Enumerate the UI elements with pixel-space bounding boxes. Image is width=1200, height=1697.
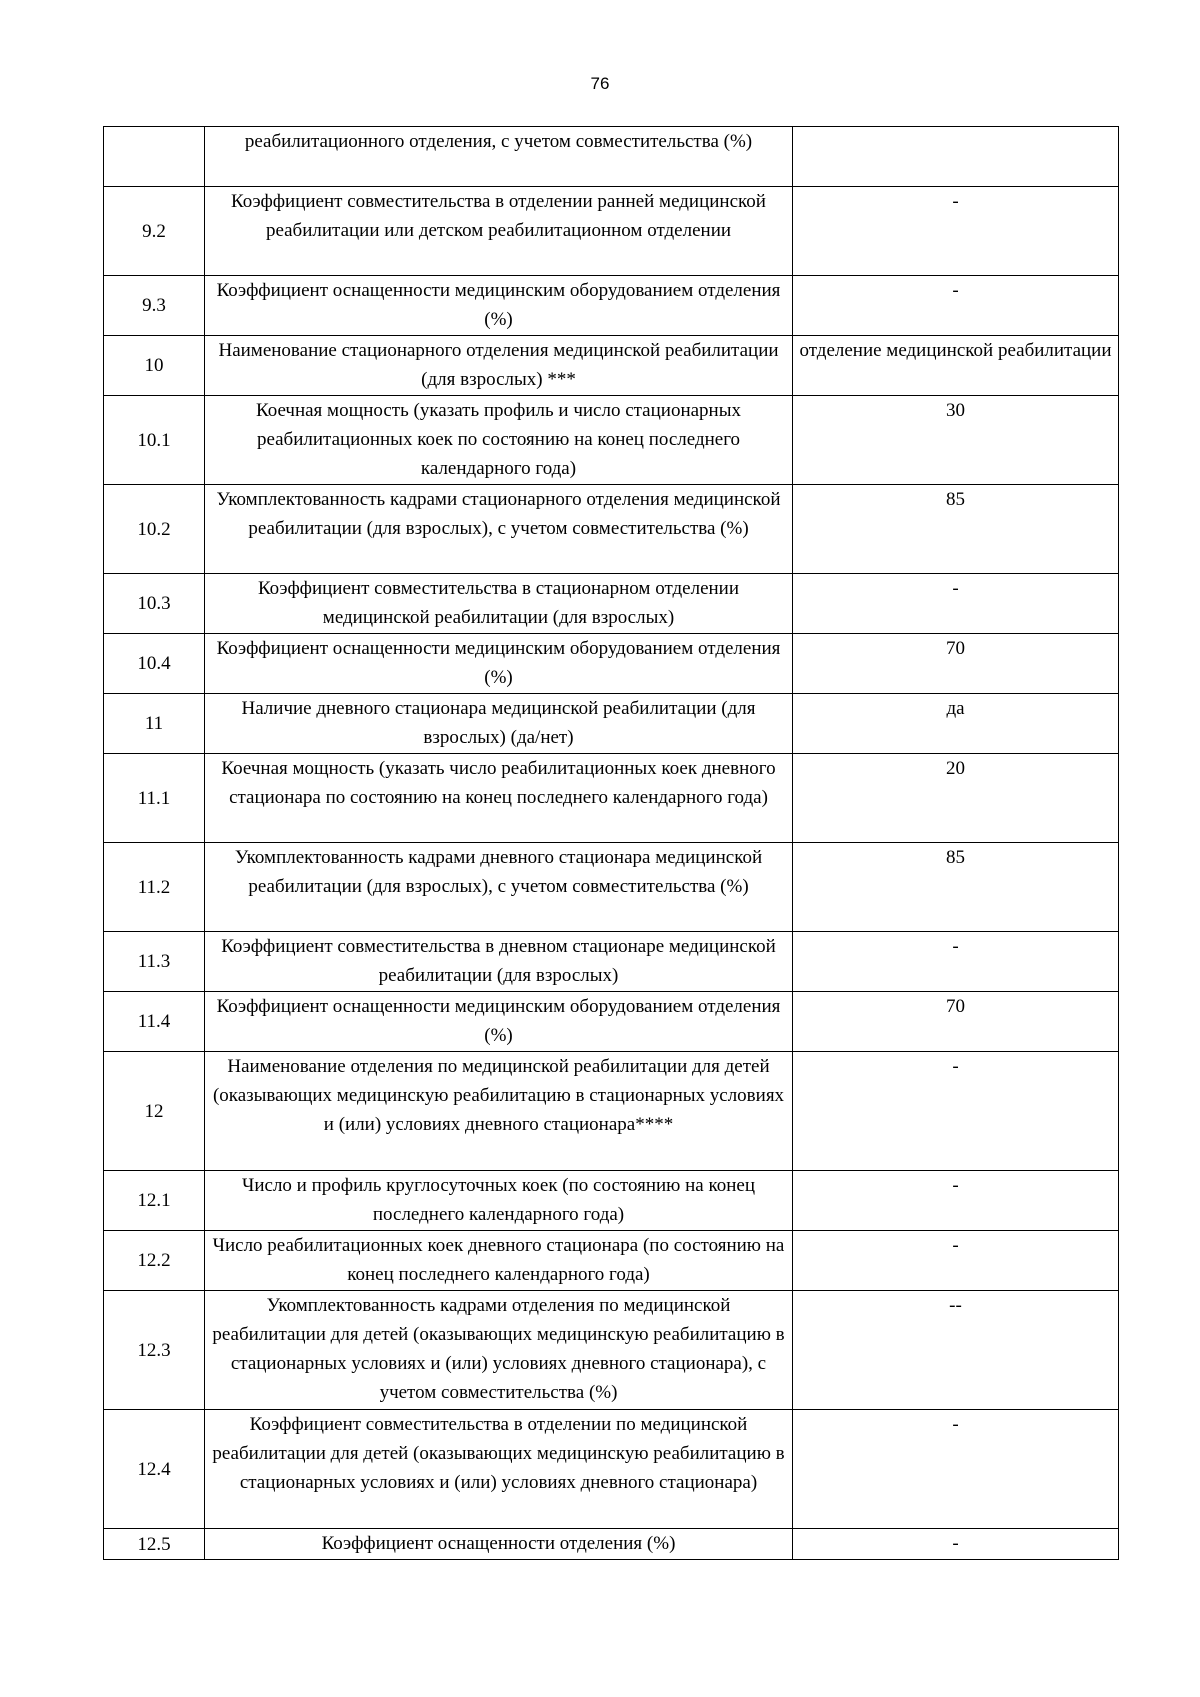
row-number: 9.3 bbox=[104, 276, 205, 336]
row-number: 11.4 bbox=[104, 992, 205, 1052]
row-number: 11.2 bbox=[104, 843, 205, 932]
row-indicator: реабилитационного отделения, с учетом совместительства (%) bbox=[205, 127, 793, 187]
row-number: 11.3 bbox=[104, 932, 205, 992]
row-value: - bbox=[793, 276, 1119, 336]
row-number: 10.2 bbox=[104, 485, 205, 574]
table-row bbox=[104, 1410, 1119, 1529]
table-row bbox=[104, 127, 1119, 187]
table-row bbox=[104, 396, 1119, 485]
row-indicator: Укомплектованность кадрами стационарного отделения медицинской реабилитации (для взрослых), с учетом совместительства (%) bbox=[205, 485, 793, 574]
row-number bbox=[104, 127, 205, 187]
indicators-table bbox=[103, 126, 1119, 1560]
row-value: - bbox=[793, 187, 1119, 276]
row-indicator: Коечная мощность (указать профиль и число стационарных реабилитационных коек по состоянию на конец последнего календарного года) bbox=[205, 396, 793, 485]
row-indicator: Укомплектованность кадрами дневного стационара медицинской реабилитации (для взрослых), с учетом совместительства (%) bbox=[205, 843, 793, 932]
row-number: 11 bbox=[104, 694, 205, 754]
table-row bbox=[104, 754, 1119, 843]
table-row bbox=[104, 485, 1119, 574]
row-indicator: Коэффициент совместительства в отделении ранней медицинской реабилитации или детском реабилитационном отделении bbox=[205, 187, 793, 276]
table-row bbox=[104, 1171, 1119, 1231]
row-number: 10.1 bbox=[104, 396, 205, 485]
table-row bbox=[104, 843, 1119, 932]
table-row bbox=[104, 1529, 1119, 1560]
row-value: - bbox=[793, 574, 1119, 634]
row-indicator: Коэффициент оснащенности медицинским оборудованием отделения (%) bbox=[205, 992, 793, 1052]
row-indicator: Коэффициент совместительства в отделении по медицинской реабилитации для детей (оказывающих медицинскую реабилитацию в стационарных условиях и (или) условиях дневного стационара) bbox=[205, 1410, 793, 1529]
table-row bbox=[104, 276, 1119, 336]
row-number: 12.1 bbox=[104, 1171, 205, 1231]
row-value: -- bbox=[793, 1291, 1119, 1410]
row-value: - bbox=[793, 1052, 1119, 1171]
row-value bbox=[793, 127, 1119, 187]
row-value: 70 bbox=[793, 992, 1119, 1052]
table-row bbox=[104, 1291, 1119, 1410]
table-row bbox=[104, 187, 1119, 276]
row-indicator: Коэффициент оснащенности медицинским оборудованием отделения (%) bbox=[205, 276, 793, 336]
row-value: 20 bbox=[793, 754, 1119, 843]
row-number: 12 bbox=[104, 1052, 205, 1171]
row-value: отделение медицинской реабилитации bbox=[793, 336, 1119, 396]
row-indicator: Наименование отделения по медицинской реабилитации для детей (оказывающих медицинскую реабилитацию в стационарных условиях и (или) условиях дневного стационара**** bbox=[205, 1052, 793, 1171]
row-indicator: Коэффициент совместительства в дневном стационаре медицинской реабилитации (для взрослых) bbox=[205, 932, 793, 992]
table-row bbox=[104, 992, 1119, 1052]
row-value: да bbox=[793, 694, 1119, 754]
row-value: 85 bbox=[793, 843, 1119, 932]
row-value: 30 bbox=[793, 396, 1119, 485]
row-indicator: Число и профиль круглосуточных коек (по состоянию на конец последнего календарного года) bbox=[205, 1171, 793, 1231]
row-value: 70 bbox=[793, 634, 1119, 694]
page-number: 76 bbox=[590, 74, 610, 93]
row-value: 85 bbox=[793, 485, 1119, 574]
row-number: 12.5 bbox=[104, 1529, 205, 1560]
table-row bbox=[104, 574, 1119, 634]
row-indicator: Коэффициент совместительства в стационарном отделении медицинской реабилитации (для взрослых) bbox=[205, 574, 793, 634]
row-indicator: Коэффициент оснащенности отделения (%) bbox=[205, 1529, 793, 1560]
row-indicator: Укомплектованность кадрами отделения по медицинской реабилитации для детей (оказывающих медицинскую реабилитацию в стационарных условиях и (или) условиях дневного стационара), с учетом совместительства (%) bbox=[205, 1291, 793, 1410]
row-number: 10.4 bbox=[104, 634, 205, 694]
row-indicator: Наименование стационарного отделения медицинской реабилитации (для взрослых) *** bbox=[205, 336, 793, 396]
row-value: - bbox=[793, 1529, 1119, 1560]
row-value: - bbox=[793, 1171, 1119, 1231]
row-number: 12.4 bbox=[104, 1410, 205, 1529]
row-indicator: Число реабилитационных коек дневного стационара (по состоянию на конец последнего календарного года) bbox=[205, 1231, 793, 1291]
table-row bbox=[104, 1231, 1119, 1291]
table-row bbox=[104, 1052, 1119, 1171]
table-row bbox=[104, 932, 1119, 992]
row-indicator: Коэффициент оснащенности медицинским оборудованием отделения (%) bbox=[205, 634, 793, 694]
row-number: 12.3 bbox=[104, 1291, 205, 1410]
row-value: - bbox=[793, 1231, 1119, 1291]
row-indicator: Коечная мощность (указать число реабилитационных коек дневного стационара по состоянию на конец последнего календарного года) bbox=[205, 754, 793, 843]
row-number: 12.2 bbox=[104, 1231, 205, 1291]
row-value: - bbox=[793, 1410, 1119, 1529]
table-row bbox=[104, 694, 1119, 754]
row-number: 10.3 bbox=[104, 574, 205, 634]
row-number: 9.2 bbox=[104, 187, 205, 276]
row-value: - bbox=[793, 932, 1119, 992]
row-indicator: Наличие дневного стационара медицинской реабилитации (для взрослых) (да/нет) bbox=[205, 694, 793, 754]
row-number: 10 bbox=[104, 336, 205, 396]
table-row bbox=[104, 634, 1119, 694]
table-row bbox=[104, 336, 1119, 396]
row-number: 11.1 bbox=[104, 754, 205, 843]
